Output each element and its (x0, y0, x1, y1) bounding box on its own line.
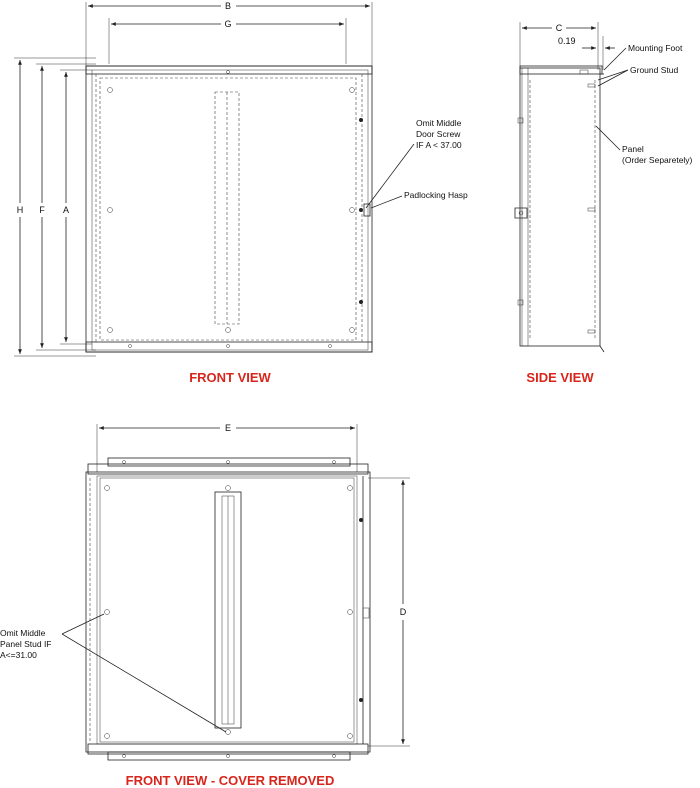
dim-e-label: E (224, 423, 232, 433)
svg-text:Panel Stud IF: Panel Stud IF (0, 639, 52, 649)
svg-text:Panel: Panel (622, 144, 644, 154)
dim-a (60, 70, 92, 344)
front-enclosure (86, 66, 372, 352)
dim-d-label: D (399, 607, 407, 617)
dim-h-label: H (16, 205, 24, 215)
dim-f-label: F (39, 205, 45, 215)
svg-text:Omit Middle: Omit Middle (0, 628, 46, 638)
dim-a-label: A (62, 205, 70, 215)
dim-g-label: G (224, 19, 232, 29)
cover-removed-enclosure (86, 458, 370, 760)
padlocking-hasp-note (371, 190, 468, 208)
side-view (515, 22, 693, 385)
dim-b (86, 1, 372, 70)
side-view-title: SIDE VIEW (526, 370, 594, 385)
dim-offset-label: 0.19 (558, 36, 576, 46)
svg-text:Mounting Foot: Mounting Foot (628, 43, 683, 53)
panel-note (596, 126, 693, 165)
dim-g (109, 18, 346, 64)
front-fastener-holes (108, 71, 364, 348)
front-view-title: FRONT VIEW (189, 370, 271, 385)
ground-stud-note (598, 65, 678, 86)
dim-c (520, 22, 598, 70)
svg-text:(Order Separetely): (Order Separetely) (622, 155, 693, 165)
dim-e (97, 423, 357, 472)
dim-offset (558, 36, 615, 70)
dim-b-label: B (224, 1, 232, 11)
padlocking-hasp (364, 204, 370, 216)
cover-removed-view (0, 423, 410, 788)
svg-text:Door Screw: Door Screw (416, 129, 461, 139)
front-view (14, 1, 468, 385)
cover-removed-view-title: FRONT VIEW - COVER REMOVED (125, 773, 335, 788)
svg-text:A<=31.00: A<=31.00 (0, 650, 37, 660)
dim-h (14, 58, 96, 356)
omit-panel-stud-note (0, 614, 226, 732)
side-enclosure (515, 66, 604, 352)
svg-text:IF A < 37.00: IF A < 37.00 (416, 140, 462, 150)
svg-text:Omit Middle: Omit Middle (416, 118, 462, 128)
dim-c-label: C (555, 23, 563, 33)
side-hasp (515, 208, 527, 218)
dim-d (368, 478, 410, 746)
svg-text:Padlocking Hasp: Padlocking Hasp (404, 190, 468, 200)
svg-text:Ground Stud: Ground Stud (630, 65, 679, 75)
